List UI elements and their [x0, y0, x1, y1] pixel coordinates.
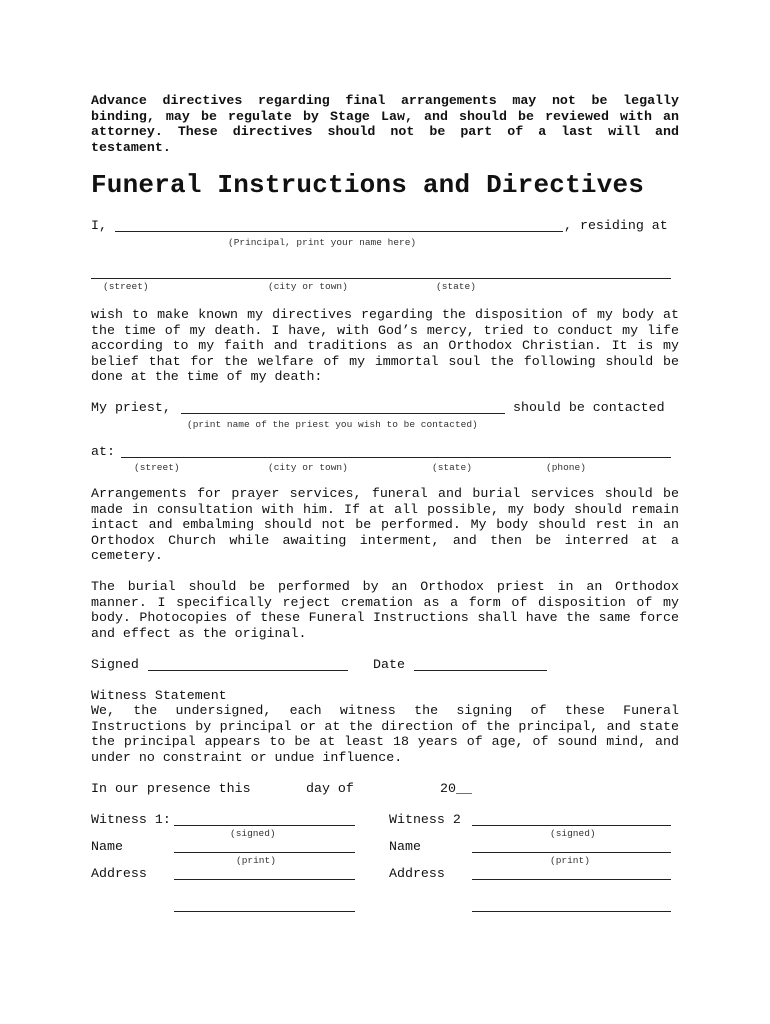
document-title: Funeral Instructions and Directives: [91, 170, 645, 200]
witness1-label: Witness 1:: [91, 812, 171, 827]
priest-state-hint: (state): [432, 462, 472, 473]
witness2-name-field[interactable]: [472, 852, 671, 853]
principal-name-field[interactable]: [115, 231, 563, 232]
year-label: 20__: [440, 781, 472, 796]
witness1-address-label: Address: [91, 866, 147, 881]
principal-street-hint: (street): [103, 281, 149, 292]
arrangements-paragraph: Arrangements for prayer services, funeral and burial services should be made in consultation with him. If at all possible, my body should remain intact and embalming should not be performed. My body should rest in an Orthodox Church while awaiting interment, and then be interred at a cemetery.: [91, 486, 679, 564]
principal-address-field[interactable]: [91, 278, 671, 279]
priest-street-hint: (street): [134, 462, 180, 473]
witness2-signature-field[interactable]: [472, 825, 671, 826]
witness2-label: Witness 2: [389, 812, 461, 827]
witness2-print-hint: (print): [550, 855, 590, 866]
witness1-signature-field[interactable]: [174, 825, 355, 826]
priest-city-hint: (city or town): [268, 462, 348, 473]
witness1-name-field[interactable]: [174, 852, 355, 853]
date-field[interactable]: [414, 670, 547, 671]
witness-heading: Witness Statement: [91, 688, 227, 703]
principal-prefix: I,: [91, 218, 107, 233]
witness2-address-field[interactable]: [472, 879, 671, 880]
principal-suffix: , residing at: [564, 218, 668, 233]
signed-field[interactable]: [148, 670, 348, 671]
burial-paragraph: The burial should be performed by an Orthodox priest in an Orthodox manner. I specifically reject cremation as a form of disposition of my body. Photocopies of these Funeral Instructions shall have the same force and effect as the original.: [91, 579, 679, 641]
witness-statement: We, the undersigned, each witness the signing of these Funeral Instructions by principal or at the direction of the principal, and state the principal appears to be at least 18 years of age, of sound mind, and under no constraint or undue influence.: [91, 703, 679, 765]
priest-phone-hint: (phone): [546, 462, 586, 473]
principal-name-hint: (Principal, print your name here): [228, 237, 417, 248]
priest-address-field[interactable]: [121, 457, 671, 458]
day-of-label: day of: [306, 781, 354, 796]
priest-suffix: should be contacted: [513, 400, 665, 415]
date-label: Date: [373, 657, 405, 672]
priest-name-field[interactable]: [181, 413, 505, 414]
witness1-print-hint: (print): [236, 855, 276, 866]
legal-disclaimer: Advance directives regarding final arrangements may not be legally binding, may be regulate by Stage Law, and should be reviewed with an attorney. These directives should not be part of a last will and testament.: [91, 93, 679, 155]
witness2-address-label: Address: [389, 866, 445, 881]
witness1-address-field-2[interactable]: [174, 911, 355, 912]
priest-name-hint: (print name of the priest you wish to be contacted): [187, 419, 478, 430]
witness2-name-label: Name: [389, 839, 421, 854]
principal-state-hint: (state): [436, 281, 476, 292]
principal-city-hint: (city or town): [268, 281, 348, 292]
wish-paragraph: wish to make known my directives regarding the disposition of my body at the time of my death. I have, with God’s mercy, tried to conduct my life according to my faith and traditions as an Orthodox Christian. It is my belief that for the welfare of my immortal soul the following should be done at the time of my death:: [91, 307, 679, 385]
witness2-address-field-2[interactable]: [472, 911, 671, 912]
witness2-signed-hint: (signed): [550, 828, 596, 839]
priest-prefix: My priest,: [91, 400, 171, 415]
presence-label: In our presence this: [91, 781, 251, 796]
witness1-name-label: Name: [91, 839, 123, 854]
priest-at-label: at:: [91, 444, 115, 459]
signed-label: Signed: [91, 657, 139, 672]
witness1-address-field[interactable]: [174, 879, 355, 880]
witness1-signed-hint: (signed): [230, 828, 276, 839]
